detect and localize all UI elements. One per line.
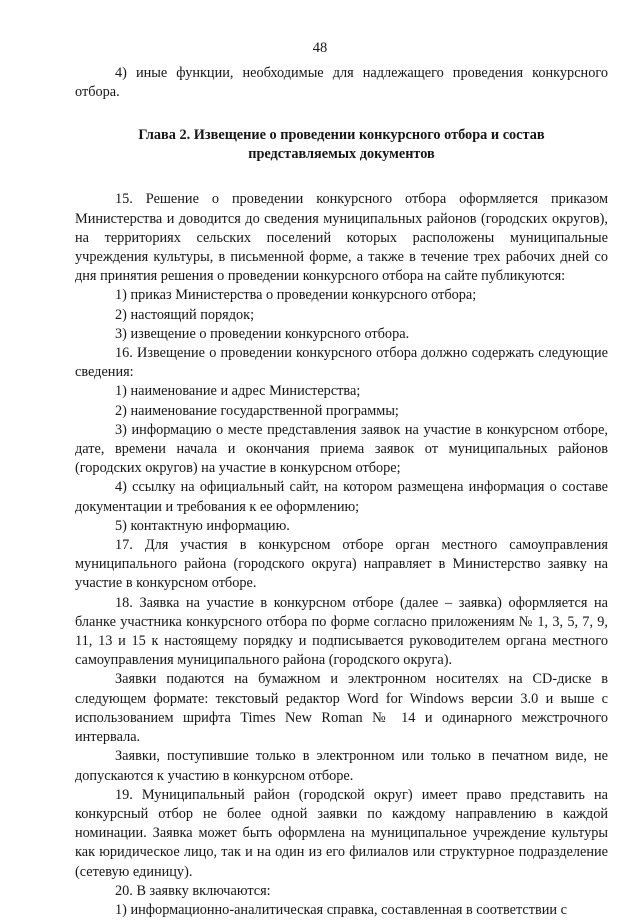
list-item: 1) наименование и адрес Министерства; [115, 383, 361, 400]
list-item: 2) настоящий порядок; [115, 306, 255, 323]
paragraph-18: 18. Заявка на участие в конкурсном отборе (далее – заявка) оформляется на бланке участника конкурсного отбора по форме согласно приложениям № 1, 3, 5, 7, 9, 11, 13 и 15 к настоящему порядку и подписывается руководителем органа местного самоуправления муниципального района (городского округа). [75, 594, 608, 669]
document-body [75, 64, 608, 920]
list-item: 3) извещение о проведении конкурсного отбора. [115, 325, 410, 342]
paragraph-19: 19. Муниципальный район (городской округ) имеет право представить на конкурсный отбор не более одной заявки по каждому направлению в каждой номинации. Заявка может быть оформлена на муниципальное учреждение культуры как юридическое лицо, так и на один из его филиалов или структурное подразделение (сетевую единицу). [75, 786, 608, 880]
list-item: 2) наименование государственной программы; [115, 402, 399, 419]
paragraph-15: 15. Решение о проведении конкурсного отбора оформляется приказом Министерства и доводится до сведения муниципальных районов (городских округов), на территориях сельских поселений которых расположены муниципальные учреждения культуры, в письменной форме, а также в течение трех рабочих дней со дня принятия решения о проведении конкурсного отбора на сайте публикуются: [75, 191, 608, 285]
page-number: 48 [312, 40, 328, 56]
intro-paragraph: 4) иные функции, необходимые для надлежащего проведения конкурсного отбора. [75, 65, 608, 101]
list-item: 1) информационно-аналитическая справка, составленная в соответствии с [115, 901, 567, 918]
list-item: 3) информацию о месте представления заявок на участие в конкурсном отборе, дате, времени начала и окончания приема заявок от муниципальных районов (городских округов) на участие в конкурсном отборе; [75, 421, 608, 477]
paragraph-18-rejection: Заявки, поступившие только в электронном или только в печатном виде, не допускаются к участию в конкурсном отборе. [75, 748, 608, 784]
paragraph-17: 17. Для участия в конкурсном отборе орган местного самоуправления муниципального района (городского округа) направляет в Министерство заявку на участие в конкурсном отборе. [75, 537, 608, 592]
list-item: 4) ссылку на официальный сайт, на котором размещена информация о составе документации и требования к ее оформлению; [75, 479, 608, 515]
list-item: 1) приказ Министерства о проведении конкурсного отбора; [115, 287, 477, 304]
chapter-heading-line-2: представляемых документов [248, 146, 435, 163]
paragraph-20: 20. В заявку включаются: [115, 882, 271, 899]
paragraph-18-cd-format: Заявки подаются на бумажном и электронном носителях на CD-диске в следующем формате: текстовый редактор Word for Windows версии 3.0 и выше с использованием шрифта Times New Roman № 14 и одинарного межстрочного интервала. [75, 671, 608, 746]
chapter-heading-line-1: Глава 2. Извещение о проведении конкурсного отбора и состав [138, 127, 545, 144]
paragraph-16: 16. Извещение о проведении конкурсного отбора должно содержать следующие сведения: [75, 345, 608, 381]
chapter-heading [75, 126, 608, 164]
list-item: 5) контактную информацию. [115, 517, 290, 534]
